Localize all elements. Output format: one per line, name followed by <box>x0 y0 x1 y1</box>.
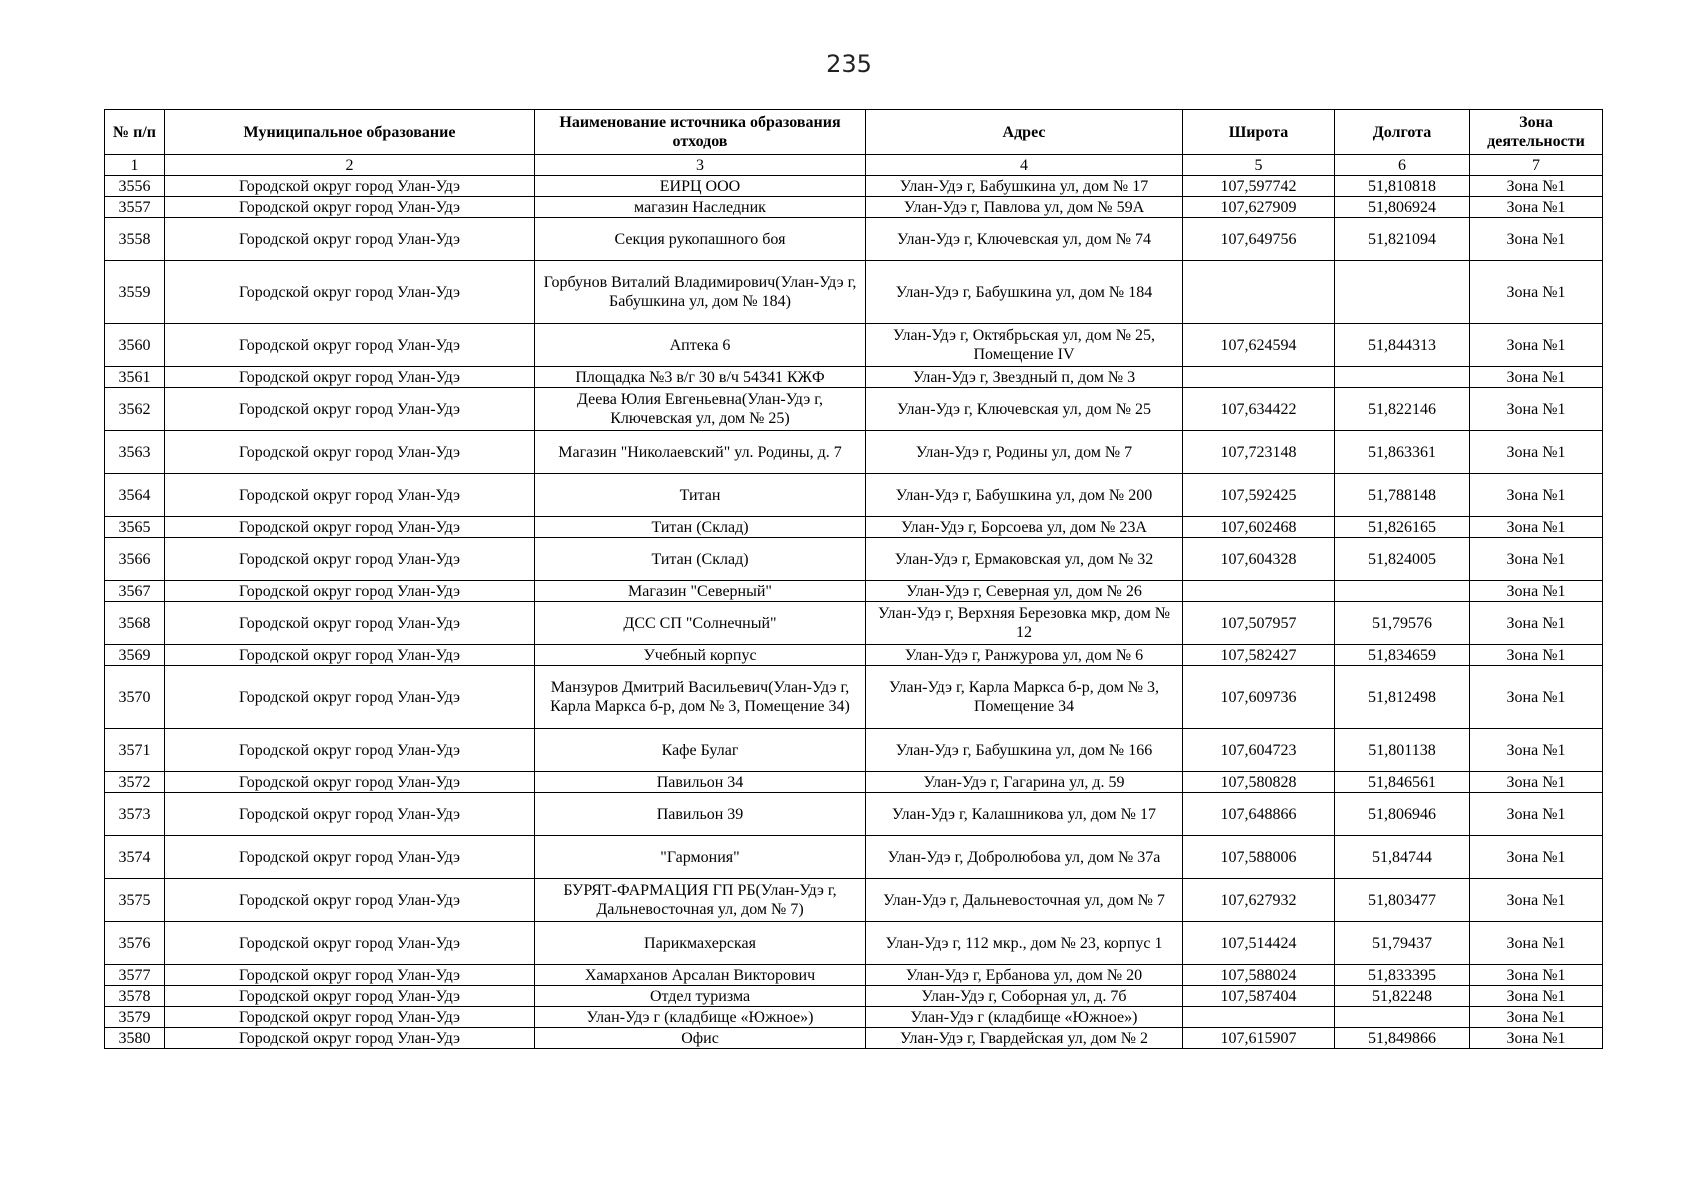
address-cell: Улан-Удэ г, Звездный п, дом № 3 <box>866 367 1183 388</box>
address-cell: Улан-Удэ г, Добролюбова ул, дом № 37а <box>866 836 1183 879</box>
table-row <box>105 772 1603 793</box>
table-row <box>105 388 1603 431</box>
table-row <box>105 729 1603 772</box>
municipality-cell: Городской округ город Улан-Удэ <box>165 922 535 965</box>
header-latitude: Широта <box>1183 110 1335 155</box>
address-cell: Улан-Удэ г (кладбище «Южное») <box>866 1007 1183 1028</box>
zone-cell: Зона №1 <box>1470 1028 1603 1049</box>
row-number: 3569 <box>105 645 165 666</box>
municipality-cell: Городской округ город Улан-Удэ <box>165 836 535 879</box>
latitude-cell: 107,648866 <box>1183 793 1335 836</box>
table-row <box>105 197 1603 218</box>
longitude-cell: 51,806924 <box>1335 197 1470 218</box>
source-name-cell: магазин Наследник <box>535 197 866 218</box>
zone-cell: Зона №1 <box>1470 176 1603 197</box>
zone-cell: Зона №1 <box>1470 836 1603 879</box>
table-row <box>105 666 1603 729</box>
longitude-cell: 51,84744 <box>1335 836 1470 879</box>
row-number: 3564 <box>105 474 165 517</box>
table-row <box>105 1028 1603 1049</box>
header-source-name: Наименование источника образования отходов <box>535 110 866 155</box>
address-cell: Улан-Удэ г, Северная ул, дом № 26 <box>866 581 1183 602</box>
zone-cell: Зона №1 <box>1470 538 1603 581</box>
zone-cell: Зона №1 <box>1470 517 1603 538</box>
municipality-cell: Городской округ город Улан-Удэ <box>165 538 535 581</box>
municipality-cell: Городской округ город Улан-Удэ <box>165 197 535 218</box>
source-name-cell: Титан <box>535 474 866 517</box>
zone-cell: Зона №1 <box>1470 324 1603 367</box>
municipality-cell: Городской округ город Улан-Удэ <box>165 879 535 922</box>
row-number: 3559 <box>105 261 165 324</box>
row-number: 3556 <box>105 176 165 197</box>
table-row <box>105 965 1603 986</box>
address-cell: Улан-Удэ г, Дальневосточная ул, дом № 7 <box>866 879 1183 922</box>
zone-cell: Зона №1 <box>1470 602 1603 645</box>
source-name-cell: Магазин "Николаевский" ул. Родины, д. 7 <box>535 431 866 474</box>
source-name-cell: Павильон 34 <box>535 772 866 793</box>
municipality-cell: Городской округ город Улан-Удэ <box>165 324 535 367</box>
address-cell: Улан-Удэ г, Родины ул, дом № 7 <box>866 431 1183 474</box>
row-number: 3558 <box>105 218 165 261</box>
longitude-cell: 51,801138 <box>1335 729 1470 772</box>
header-row <box>105 110 1603 155</box>
source-name-cell: Магазин "Северный" <box>535 581 866 602</box>
column-number: 5 <box>1183 155 1335 176</box>
municipality-cell: Городской округ город Улан-Удэ <box>165 431 535 474</box>
longitude-cell: 51,844313 <box>1335 324 1470 367</box>
latitude-cell: 107,588024 <box>1183 965 1335 986</box>
address-cell: Улан-Удэ г, Бабушкина ул, дом № 17 <box>866 176 1183 197</box>
zone-cell: Зона №1 <box>1470 965 1603 986</box>
row-number: 3575 <box>105 879 165 922</box>
source-name-cell: Манзуров Дмитрий Васильевич(Улан-Удэ г, Карла Маркса б-р, дом № 3, Помещение 34) <box>535 666 866 729</box>
row-number: 3566 <box>105 538 165 581</box>
latitude-cell: 107,649756 <box>1183 218 1335 261</box>
address-cell: Улан-Удэ г, Ключевская ул, дом № 74 <box>866 218 1183 261</box>
source-name-cell: Хамарханов Арсалан Викторович <box>535 965 866 986</box>
latitude-cell: 107,582427 <box>1183 645 1335 666</box>
longitude-cell: 51,822146 <box>1335 388 1470 431</box>
table-row <box>105 645 1603 666</box>
table-row <box>105 602 1603 645</box>
waste-sources-table <box>104 109 1603 1049</box>
zone-cell: Зона №1 <box>1470 367 1603 388</box>
column-number: 3 <box>535 155 866 176</box>
latitude-cell: 107,627909 <box>1183 197 1335 218</box>
table-row <box>105 793 1603 836</box>
latitude-cell: 107,592425 <box>1183 474 1335 517</box>
header-longitude: Долгота <box>1335 110 1470 155</box>
longitude-cell: 51,803477 <box>1335 879 1470 922</box>
source-name-cell: Аптека 6 <box>535 324 866 367</box>
table-body <box>105 176 1603 1049</box>
source-name-cell: Площадка №3 в/г 30 в/ч 54341 КЖФ <box>535 367 866 388</box>
municipality-cell: Городской округ город Улан-Удэ <box>165 772 535 793</box>
source-name-cell: Кафе Булаг <box>535 729 866 772</box>
latitude-cell: 107,588006 <box>1183 836 1335 879</box>
address-cell: Улан-Удэ г, Бабушкина ул, дом № 166 <box>866 729 1183 772</box>
zone-cell: Зона №1 <box>1470 645 1603 666</box>
latitude-cell: 107,723148 <box>1183 431 1335 474</box>
zone-cell: Зона №1 <box>1470 986 1603 1007</box>
zone-cell: Зона №1 <box>1470 388 1603 431</box>
column-number: 7 <box>1470 155 1603 176</box>
latitude-cell: 107,602468 <box>1183 517 1335 538</box>
latitude-cell: 107,604328 <box>1183 538 1335 581</box>
municipality-cell: Городской округ город Улан-Удэ <box>165 986 535 1007</box>
latitude-cell: 107,587404 <box>1183 986 1335 1007</box>
source-name-cell: Горбунов Виталий Владимирович(Улан-Удэ г, Бабушкина ул, дом № 184) <box>535 261 866 324</box>
address-cell: Улан-Удэ г, Бабушкина ул, дом № 200 <box>866 474 1183 517</box>
latitude-cell <box>1183 261 1335 324</box>
municipality-cell: Городской округ город Улан-Удэ <box>165 1028 535 1049</box>
latitude-cell: 107,609736 <box>1183 666 1335 729</box>
longitude-cell <box>1335 1007 1470 1028</box>
municipality-cell: Городской округ город Улан-Удэ <box>165 261 535 324</box>
table-row <box>105 836 1603 879</box>
row-number: 3561 <box>105 367 165 388</box>
source-name-cell: Парикмахерская <box>535 922 866 965</box>
zone-cell: Зона №1 <box>1470 218 1603 261</box>
table-row <box>105 261 1603 324</box>
row-number: 3560 <box>105 324 165 367</box>
municipality-cell: Городской округ город Улан-Удэ <box>165 1007 535 1028</box>
table-row <box>105 1007 1603 1028</box>
longitude-cell: 51,863361 <box>1335 431 1470 474</box>
zone-cell: Зона №1 <box>1470 474 1603 517</box>
table-row <box>105 879 1603 922</box>
zone-cell: Зона №1 <box>1470 1007 1603 1028</box>
address-cell: Улан-Удэ г, Бабушкина ул, дом № 184 <box>866 261 1183 324</box>
address-cell: Улан-Удэ г, Борсоева ул, дом № 23А <box>866 517 1183 538</box>
latitude-cell: 107,634422 <box>1183 388 1335 431</box>
row-number: 3562 <box>105 388 165 431</box>
address-cell: Улан-Удэ г, Павлова ул, дом № 59А <box>866 197 1183 218</box>
municipality-cell: Городской округ город Улан-Удэ <box>165 965 535 986</box>
latitude-cell: 107,597742 <box>1183 176 1335 197</box>
source-name-cell: ЕИРЦ ООО <box>535 176 866 197</box>
address-cell: Улан-Удэ г, Октябрьская ул, дом № 25, Помещение IV <box>866 324 1183 367</box>
address-cell: Улан-Удэ г, Верхняя Березовка мкр, дом № 12 <box>866 602 1183 645</box>
longitude-cell <box>1335 581 1470 602</box>
latitude-cell <box>1183 1007 1335 1028</box>
row-number: 3565 <box>105 517 165 538</box>
address-cell: Улан-Удэ г, Ербанова ул, дом № 20 <box>866 965 1183 986</box>
municipality-cell: Городской округ город Улан-Удэ <box>165 666 535 729</box>
municipality-cell: Городской округ город Улан-Удэ <box>165 602 535 645</box>
longitude-cell: 51,812498 <box>1335 666 1470 729</box>
address-cell: Улан-Удэ г, Соборная ул, д. 7б <box>866 986 1183 1007</box>
municipality-cell: Городской округ город Улан-Удэ <box>165 729 535 772</box>
row-number: 3570 <box>105 666 165 729</box>
municipality-cell: Городской округ город Улан-Удэ <box>165 793 535 836</box>
header-municipality: Муниципальное образование <box>165 110 535 155</box>
table-row <box>105 218 1603 261</box>
row-number: 3557 <box>105 197 165 218</box>
longitude-cell: 51,834659 <box>1335 645 1470 666</box>
address-cell: Улан-Удэ г, Ключевская ул, дом № 25 <box>866 388 1183 431</box>
row-number: 3576 <box>105 922 165 965</box>
table-row <box>105 581 1603 602</box>
source-name-cell: Учебный корпус <box>535 645 866 666</box>
table-row <box>105 538 1603 581</box>
address-cell: Улан-Удэ г, Ермаковская ул, дом № 32 <box>866 538 1183 581</box>
address-cell: Улан-Удэ г, Ранжурова ул, дом № 6 <box>866 645 1183 666</box>
header-number: № п/п <box>105 110 165 155</box>
address-cell: Улан-Удэ г, Калашникова ул, дом № 17 <box>866 793 1183 836</box>
source-name-cell: Деева Юлия Евгеньевна(Улан-Удэ г, Ключевская ул, дом № 25) <box>535 388 866 431</box>
column-number: 2 <box>165 155 535 176</box>
source-name-cell: ДСС СП "Солнечный" <box>535 602 866 645</box>
source-name-cell: Офис <box>535 1028 866 1049</box>
row-number: 3563 <box>105 431 165 474</box>
latitude-cell: 107,624594 <box>1183 324 1335 367</box>
table-row <box>105 474 1603 517</box>
zone-cell: Зона №1 <box>1470 431 1603 474</box>
column-number: 6 <box>1335 155 1470 176</box>
header-zone: Зона деятельности <box>1470 110 1603 155</box>
address-cell: Улан-Удэ г, Гвардейская ул, дом № 2 <box>866 1028 1183 1049</box>
municipality-cell: Городской округ город Улан-Удэ <box>165 218 535 261</box>
longitude-cell: 51,82248 <box>1335 986 1470 1007</box>
zone-cell: Зона №1 <box>1470 879 1603 922</box>
row-number: 3568 <box>105 602 165 645</box>
table-row <box>105 517 1603 538</box>
longitude-cell: 51,821094 <box>1335 218 1470 261</box>
source-name-cell: Титан (Склад) <box>535 538 866 581</box>
row-number: 3572 <box>105 772 165 793</box>
source-name-cell: Отдел туризма <box>535 986 866 1007</box>
row-number: 3567 <box>105 581 165 602</box>
column-number-row <box>105 155 1603 176</box>
longitude-cell: 51,849866 <box>1335 1028 1470 1049</box>
latitude-cell: 107,507957 <box>1183 602 1335 645</box>
zone-cell: Зона №1 <box>1470 922 1603 965</box>
municipality-cell: Городской округ город Улан-Удэ <box>165 388 535 431</box>
table-row <box>105 431 1603 474</box>
zone-cell: Зона №1 <box>1470 261 1603 324</box>
table-row <box>105 922 1603 965</box>
latitude-cell <box>1183 367 1335 388</box>
address-cell: Улан-Удэ г, Гагарина ул, д. 59 <box>866 772 1183 793</box>
row-number: 3571 <box>105 729 165 772</box>
header-address: Адрес <box>866 110 1183 155</box>
zone-cell: Зона №1 <box>1470 793 1603 836</box>
row-number: 3579 <box>105 1007 165 1028</box>
longitude-cell: 51,824005 <box>1335 538 1470 581</box>
municipality-cell: Городской округ город Улан-Удэ <box>165 581 535 602</box>
zone-cell: Зона №1 <box>1470 729 1603 772</box>
municipality-cell: Городской округ город Улан-Удэ <box>165 474 535 517</box>
longitude-cell: 51,79437 <box>1335 922 1470 965</box>
longitude-cell: 51,846561 <box>1335 772 1470 793</box>
table-row <box>105 986 1603 1007</box>
row-number: 3580 <box>105 1028 165 1049</box>
longitude-cell: 51,810818 <box>1335 176 1470 197</box>
latitude-cell: 107,627932 <box>1183 879 1335 922</box>
row-number: 3573 <box>105 793 165 836</box>
source-name-cell: Улан-Удэ г (кладбище «Южное») <box>535 1007 866 1028</box>
zone-cell: Зона №1 <box>1470 666 1603 729</box>
zone-cell: Зона №1 <box>1470 197 1603 218</box>
table-row <box>105 367 1603 388</box>
table-row <box>105 324 1603 367</box>
latitude-cell: 107,514424 <box>1183 922 1335 965</box>
source-name-cell: Секция рукопашного боя <box>535 218 866 261</box>
longitude-cell <box>1335 367 1470 388</box>
longitude-cell: 51,833395 <box>1335 965 1470 986</box>
zone-cell: Зона №1 <box>1470 581 1603 602</box>
table-row <box>105 176 1603 197</box>
municipality-cell: Городской округ город Улан-Удэ <box>165 645 535 666</box>
latitude-cell: 107,580828 <box>1183 772 1335 793</box>
source-name-cell: "Гармония" <box>535 836 866 879</box>
municipality-cell: Городской округ город Улан-Удэ <box>165 367 535 388</box>
longitude-cell: 51,806946 <box>1335 793 1470 836</box>
address-cell: Улан-Удэ г, 112 мкр., дом № 23, корпус 1 <box>866 922 1183 965</box>
latitude-cell <box>1183 581 1335 602</box>
source-name-cell: Титан (Склад) <box>535 517 866 538</box>
municipality-cell: Городской округ город Улан-Удэ <box>165 176 535 197</box>
source-name-cell: БУРЯТ-ФАРМАЦИЯ ГП РБ(Улан-Удэ г, Дальневосточная ул, дом № 7) <box>535 879 866 922</box>
row-number: 3574 <box>105 836 165 879</box>
latitude-cell: 107,604723 <box>1183 729 1335 772</box>
row-number: 3578 <box>105 986 165 1007</box>
zone-cell: Зона №1 <box>1470 772 1603 793</box>
row-number: 3577 <box>105 965 165 986</box>
longitude-cell: 51,79576 <box>1335 602 1470 645</box>
latitude-cell: 107,615907 <box>1183 1028 1335 1049</box>
longitude-cell: 51,788148 <box>1335 474 1470 517</box>
page-number: 235 <box>826 50 872 78</box>
column-number: 1 <box>105 155 165 176</box>
longitude-cell <box>1335 261 1470 324</box>
longitude-cell: 51,826165 <box>1335 517 1470 538</box>
address-cell: Улан-Удэ г, Карла Маркса б-р, дом № 3, Помещение 34 <box>866 666 1183 729</box>
municipality-cell: Городской округ город Улан-Удэ <box>165 517 535 538</box>
source-name-cell: Павильон 39 <box>535 793 866 836</box>
column-number: 4 <box>866 155 1183 176</box>
